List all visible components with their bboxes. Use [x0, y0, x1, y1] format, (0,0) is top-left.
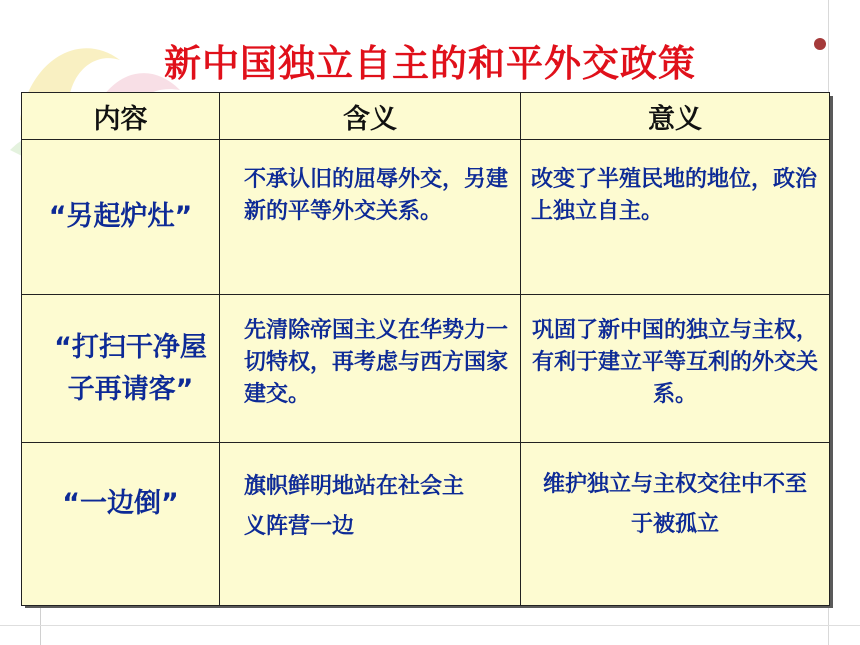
- row-significance: 维护独立与主权交往中不至于被孤立: [521, 443, 830, 606]
- slide-title: 新中国独立自主的和平外交政策: [164, 42, 696, 85]
- table-row: [22, 443, 830, 606]
- row-meaning: 旗帜鲜明地站在社会主义阵营一边: [220, 443, 521, 606]
- header-content: 内容: [22, 93, 220, 140]
- row-policy-name: “打扫干净屋子再请客”: [22, 295, 220, 443]
- row-policy-name: “另起炉灶”: [22, 140, 220, 295]
- row-significance: 改变了半殖民地的地位，政治上独立自主。: [521, 140, 830, 295]
- row-significance: 巩固了新中国的独立与主权，有利于建立平等互利的外交关系。: [521, 295, 830, 443]
- header-meaning: 含义: [220, 93, 521, 140]
- policy-table-container: [21, 92, 829, 604]
- row-policy-name: “一边倒”: [22, 443, 220, 606]
- table-header-row: [22, 93, 830, 140]
- row-meaning: 不承认旧的屈辱外交，另建新的平等外交关系。: [220, 140, 521, 295]
- table-row: [22, 295, 830, 443]
- decorative-horizontal-line: [0, 625, 860, 626]
- policy-table: [21, 92, 830, 606]
- header-significance: 意义: [521, 93, 830, 140]
- table-row: [22, 140, 830, 295]
- row-meaning: 先清除帝国主义在华势力一切特权，再考虑与西方国家建交。: [220, 295, 521, 443]
